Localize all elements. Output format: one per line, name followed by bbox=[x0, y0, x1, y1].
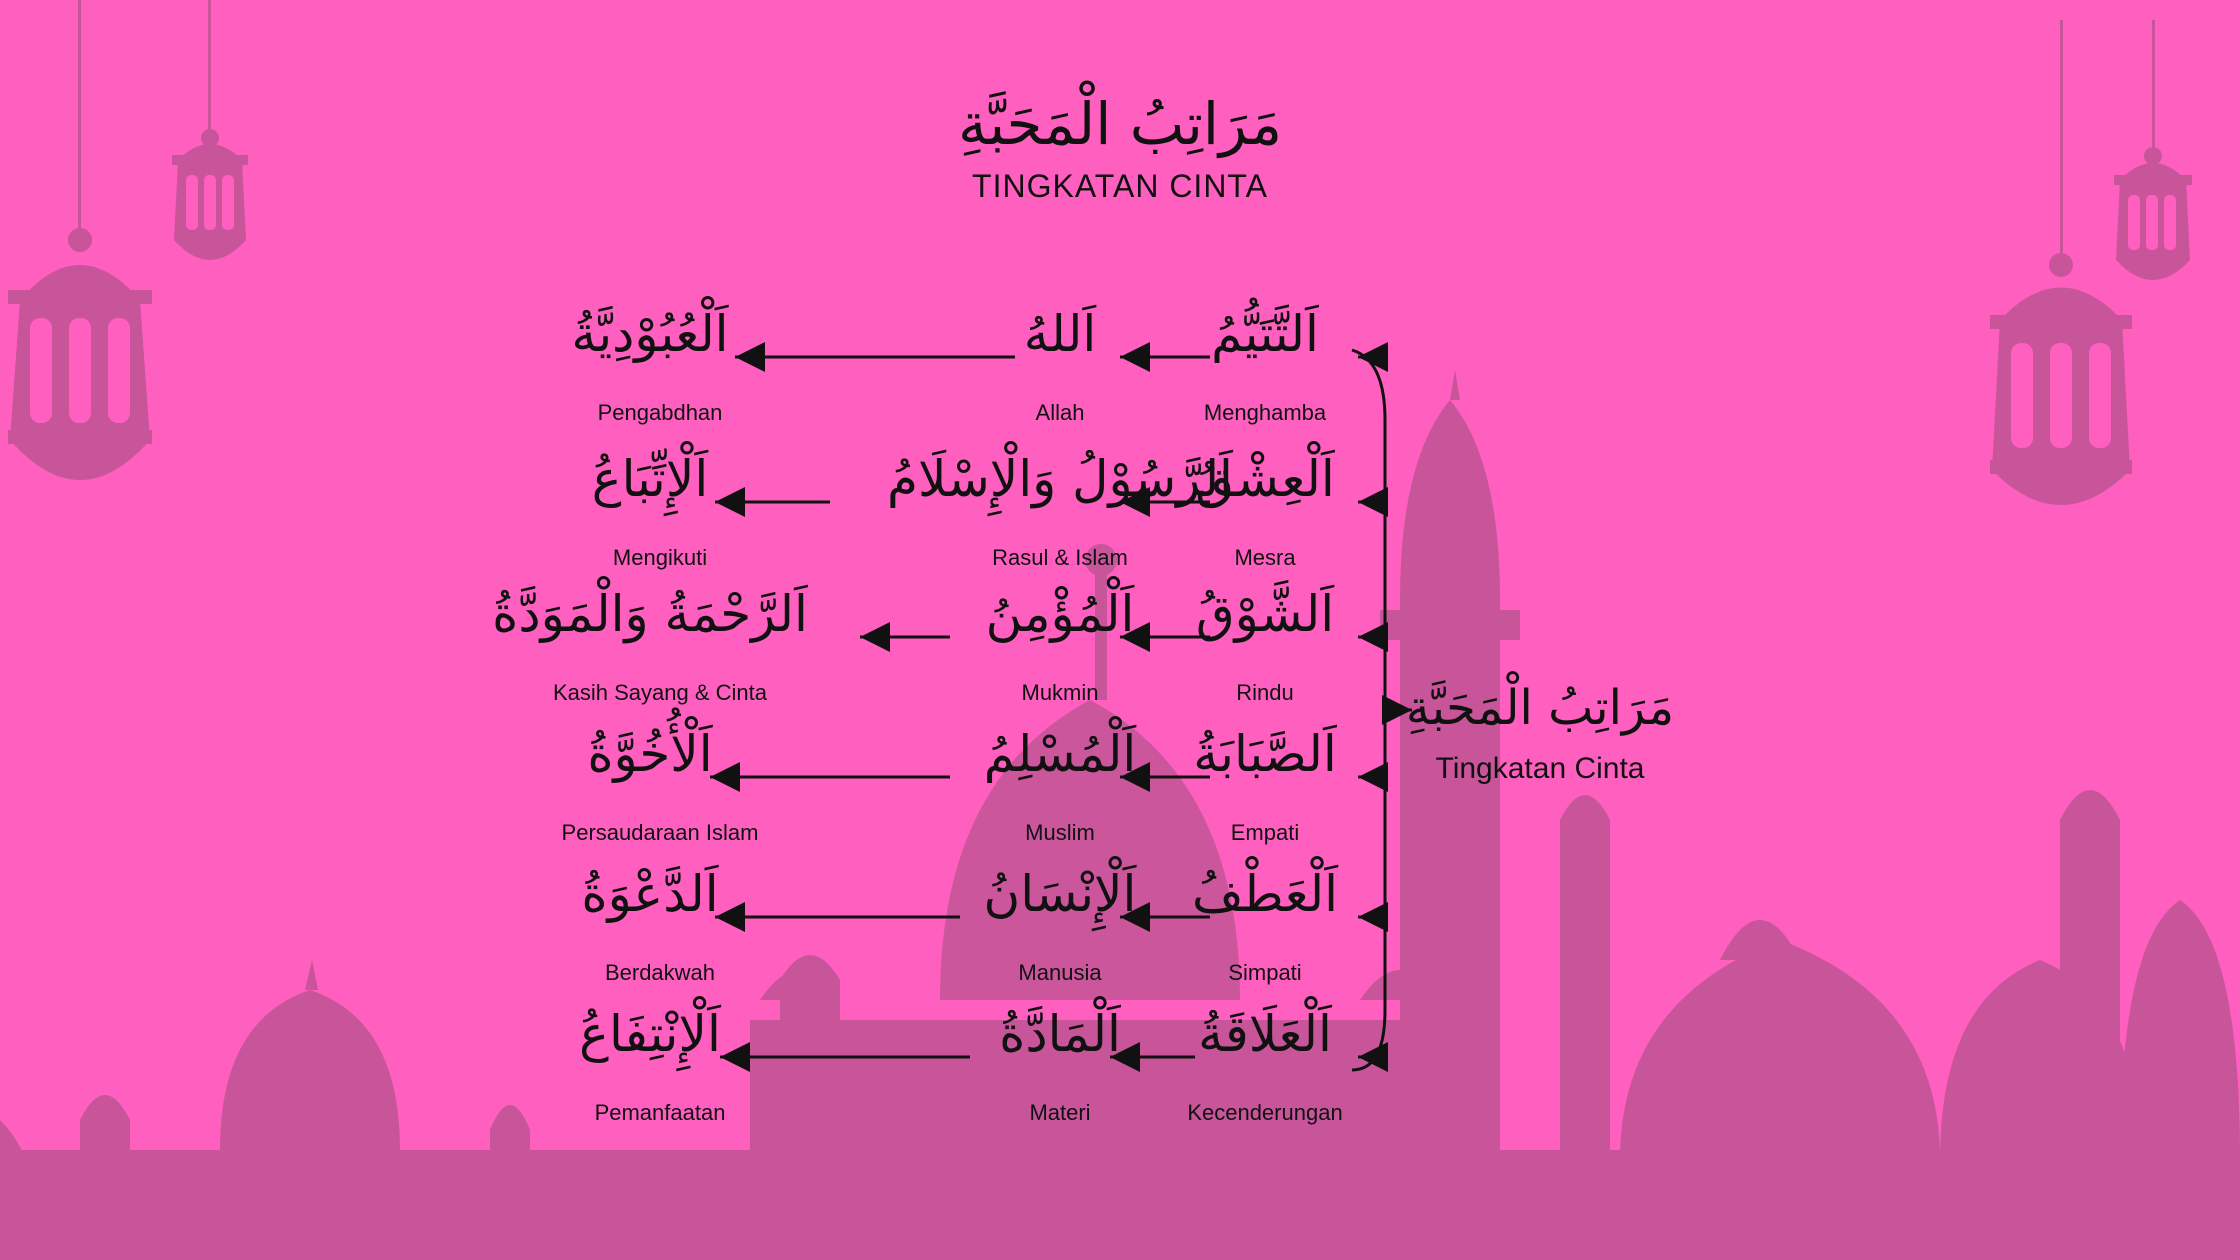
row-6-level-latin: Kecenderungan bbox=[1187, 1100, 1343, 1125]
row-6-object-latin: Materi bbox=[1029, 1100, 1091, 1125]
row-2-level-arabic: اَلْعِشْقُ bbox=[1195, 450, 1335, 508]
row-5-object-arabic: اَلْإِنْسَانُ bbox=[983, 865, 1137, 923]
row-5-level-latin: Simpati bbox=[1228, 960, 1302, 985]
row-4-result-arabic: اَلْأُخُوَّةُ bbox=[587, 725, 713, 783]
row-1-object-arabic: اَللهُ bbox=[1023, 305, 1097, 363]
row-1-result-arabic: اَلْعُبُوْدِيَّةُ bbox=[571, 305, 729, 363]
row-1-object-latin: Allah bbox=[1035, 400, 1085, 425]
row-3-result-latin: Kasih Sayang & Cinta bbox=[552, 680, 768, 705]
row-4-level-latin: Empati bbox=[1230, 820, 1300, 845]
row-6-result-arabic: اَلْإِنْتِفَاعُ bbox=[579, 1005, 721, 1063]
row-5-level-arabic: اَلْعَطْفُ bbox=[1191, 865, 1339, 923]
row-2-result-arabic: اَلْإِتِّبَاعُ bbox=[591, 450, 709, 508]
title-latin: TINGKATAN CINTA bbox=[972, 168, 1268, 204]
row-1-level-latin: Menghamba bbox=[1203, 400, 1327, 425]
row-3-object-latin: Mukmin bbox=[1021, 680, 1099, 705]
row-6-level-arabic: اَلْعَلَاقَةُ bbox=[1198, 1005, 1332, 1063]
bracket-line bbox=[1352, 350, 1385, 1070]
row-4-object-arabic: اَلْمُسْلِمُ bbox=[983, 725, 1137, 783]
row-2-level-latin: Mesra bbox=[1234, 545, 1296, 570]
row-3-object-arabic: اَلْمُؤْمِنُ bbox=[985, 585, 1135, 643]
row-1-result-latin: Pengabdhan bbox=[597, 400, 723, 425]
row-6-result-latin: Pemanfaatan bbox=[594, 1100, 726, 1125]
side-label-arabic: مَرَاتِبُ الْمَحَبَّةِ bbox=[1405, 680, 1675, 736]
row-3-level-arabic: اَلشَّوْقُ bbox=[1195, 585, 1335, 643]
row-3-result-arabic: اَلرَّحْمَةُ وَالْمَوَدَّةُ bbox=[492, 585, 808, 643]
row-3-level-latin: Rindu bbox=[1236, 680, 1294, 705]
row-2-result-latin: Mengikuti bbox=[612, 545, 708, 570]
row-5-object-latin: Manusia bbox=[1018, 960, 1102, 985]
side-label-latin: Tingkatan Cinta bbox=[1435, 752, 1645, 785]
title-arabic: مَرَاتِبُ الْمَحَبَّةِ bbox=[957, 90, 1283, 158]
row-4-level-arabic: اَلصَّبَابَةُ bbox=[1193, 725, 1337, 783]
row-2-object-arabic: اَلرَّسُوْلُ وَالْإِسْلَامُ bbox=[887, 450, 1233, 508]
row-5-result-latin: Berdakwah bbox=[604, 960, 716, 985]
row-5-result-arabic: اَلدَّعْوَةُ bbox=[581, 865, 719, 923]
row-6-object-arabic: اَلْمَادَّةُ bbox=[999, 1005, 1121, 1063]
row-1-level-arabic: اَلتَّتَيُّمُ bbox=[1211, 305, 1319, 363]
row-2-object-latin: Rasul & Islam bbox=[992, 545, 1128, 570]
row-4-object-latin: Muslim bbox=[1025, 820, 1095, 845]
row-4-result-latin: Persaudaraan Islam bbox=[561, 820, 759, 845]
